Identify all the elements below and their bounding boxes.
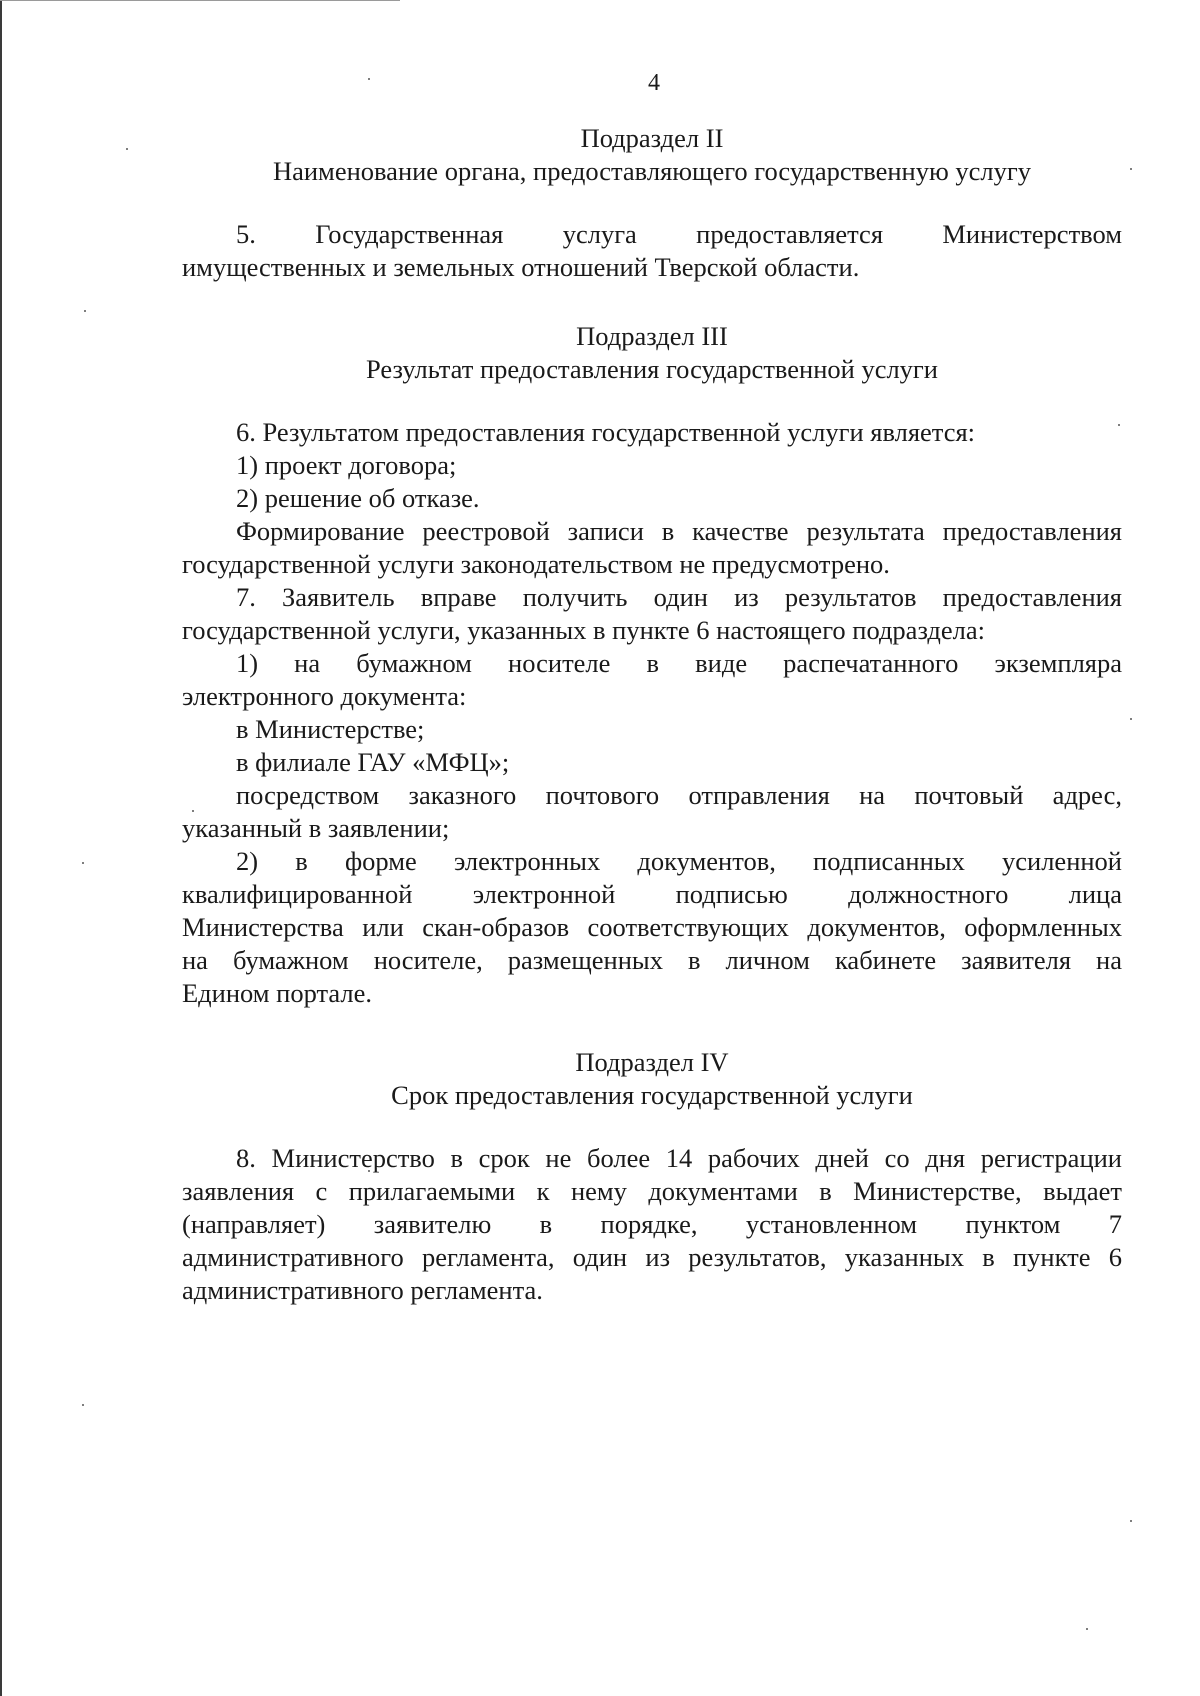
subsection-2-title: Подраздел II — [580, 123, 724, 153]
subsection-4-subtitle: Срок предоставления государственной услуги — [391, 1080, 913, 1110]
paragraph-7-post-line-2: указанный в заявлении; — [182, 813, 450, 843]
scan-edge-top — [0, 0, 400, 1]
subsection-2-subtitle: Наименование органа, предоставляющего государственную услугу — [272, 156, 1032, 186]
scan-edge-left — [0, 0, 2, 1696]
paragraph-7-item-2-line-2: квалифицированной электронной подписью должностного лица — [182, 879, 1122, 909]
paragraph-5-line-1: 5. Государственная услуга предоставляется Министерством — [236, 219, 1122, 249]
paragraph-6-item-2: 2) решение об отказе. — [236, 483, 480, 513]
paragraph-7-item-2-line-5: Едином портале. — [182, 978, 373, 1008]
paragraph-8-line-5: административного регламента. — [182, 1275, 543, 1305]
paragraph-7-item-2-line-1: 2) в форме электронных документов, подписанных усиленной — [236, 846, 1122, 876]
document-body — [182, 122, 1122, 1307]
paragraph-8-line-3: (направляет) заявителю в порядке, установленном пунктом 7 — [182, 1209, 1122, 1239]
paragraph-8-line-4: административного регламента, один из результатов, указанных в пункте 6 — [182, 1242, 1122, 1272]
paragraph-6-item-1: 1) проект договора; — [236, 450, 457, 480]
scan-speck — [82, 862, 84, 864]
paragraph-8-line-2: заявления с прилагаемыми к нему документами в Министерстве, выдает — [182, 1176, 1122, 1206]
paragraph-7-place-2: в филиале ГАУ «МФЦ»; — [236, 747, 510, 777]
subsection-4 — [182, 1046, 1122, 1307]
registry-note-line-2: государственной услуги законодательством не предусмотрено. — [182, 549, 890, 579]
paragraph-7-item-1-line-1: 1) на бумажном носителе в виде распечатанного экземпляра — [236, 648, 1122, 678]
scan-speck — [126, 148, 128, 150]
paragraph-7-place-1: в Министерстве; — [236, 714, 425, 744]
paragraph-7-item-2-line-4: на бумажном носителе, размещенных в личном кабинете заявителя на — [182, 945, 1122, 975]
subsection-3-subtitle: Результат предоставления государственной услуги — [366, 354, 938, 384]
scan-speck — [1130, 168, 1132, 170]
paragraph-7-item-1-line-2: электронного документа: — [182, 681, 467, 711]
paragraph-8-line-1: 8. Министерство в срок не более 14 рабочих дней со дня регистрации — [236, 1143, 1122, 1173]
scan-speck — [84, 310, 86, 312]
subsection-2 — [182, 122, 1122, 284]
paragraph-5-line-2: имущественных и земельных отношений Тверской области. — [182, 252, 860, 282]
paragraph-7-line-2: государственной услуги, указанных в пункте 6 настоящего подраздела: — [182, 615, 986, 645]
paragraph-7-item-2-line-3: Министерства или скан-образов соответствующих документов, оформленных — [182, 912, 1122, 942]
subsection-4-title: Подраздел IV — [575, 1047, 729, 1077]
scan-speck — [1130, 1520, 1132, 1522]
subsection-3-title: Подраздел III — [576, 321, 728, 351]
page-number: 4 — [648, 70, 660, 96]
paragraph-7-line-1: 7. Заявитель вправе получить один из результатов предоставления — [236, 582, 1122, 612]
paragraph-6-intro: 6. Результатом предоставления государственной услуги является: — [236, 417, 976, 447]
scan-speck — [82, 1404, 84, 1406]
registry-note-line-1: Формирование реестровой записи в качестве результата предоставления — [236, 516, 1122, 546]
subsection-3 — [182, 320, 1122, 1010]
scan-speck — [1130, 718, 1132, 720]
scan-speck — [1086, 1628, 1088, 1630]
paragraph-7-post-line-1: посредством заказного почтового отправления на почтовый адрес, — [236, 780, 1122, 810]
